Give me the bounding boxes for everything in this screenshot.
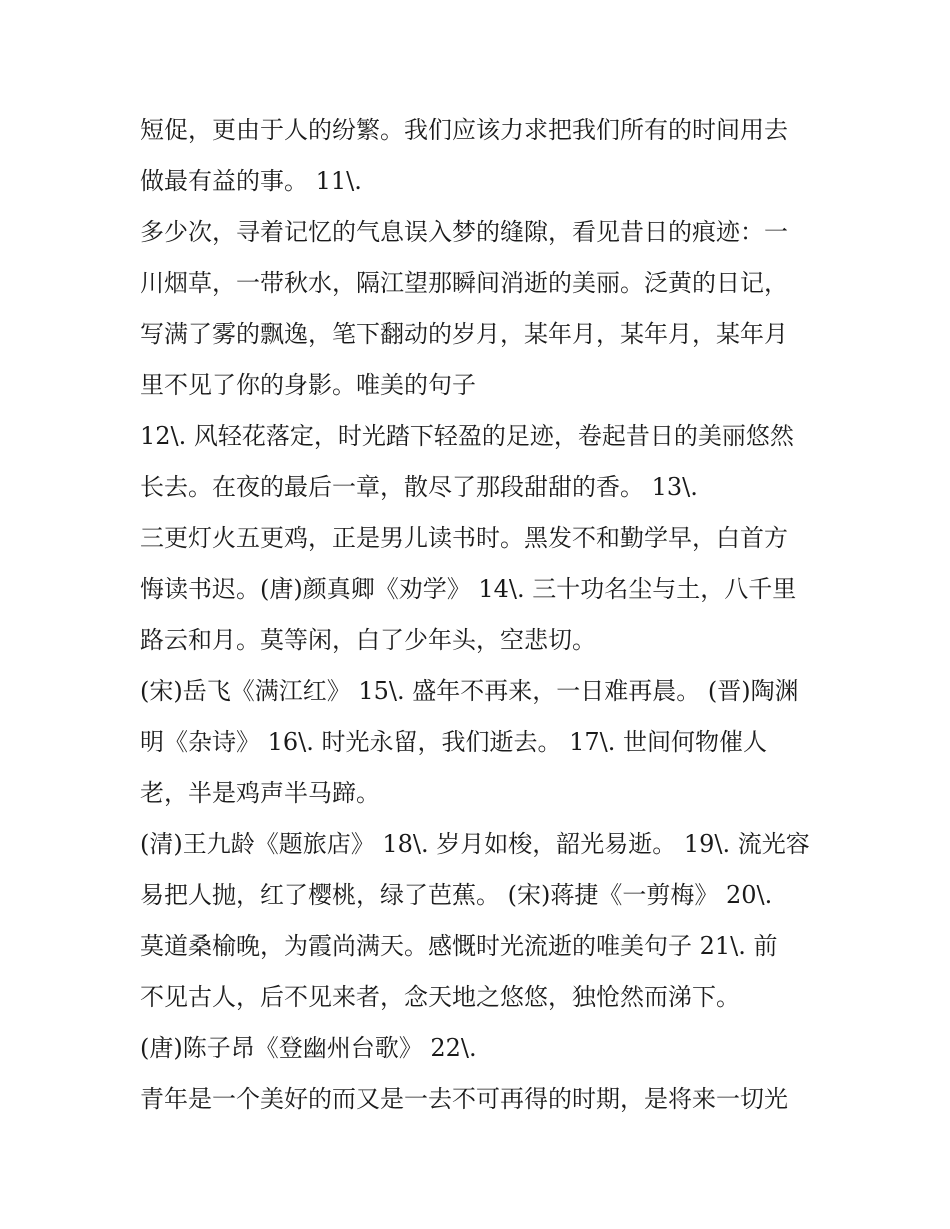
text-line: 不见古人，后不见来者，念天地之悠悠，独怆然而涕下。 (140, 983, 740, 1011)
text-line: 长去。在夜的最后一章，散尽了那段甜甜的香。 13\. (140, 473, 698, 501)
text-line: 三更灯火五更鸡，正是男儿读书时。黑发不和勤学早，白首方 (140, 524, 788, 552)
text-line: 莫道桑榆晚，为霞尚满天。感慨时光流逝的唯美句子 21\. 前 (140, 932, 778, 960)
text-line: 做最有益的事。 11\. (140, 167, 362, 195)
document-body (140, 105, 830, 1125)
text-line: (唐)陈子昂《登幽州台歌》 22\. (140, 1034, 477, 1062)
text-line: 青年是一个美好的而又是一去不可再得的时期，是将来一切光 (140, 1085, 788, 1113)
text-line: 写满了雾的飘逸，笔下翻动的岁月，某年月，某年月，某年月 (140, 320, 788, 348)
text-line: 老，半是鸡声半马蹄。 (140, 779, 380, 807)
text-line: 川烟草，一带秋水，隔江望那瞬间消逝的美丽。泛黄的日记， (140, 269, 788, 297)
text-line: 短促，更由于人的纷繁。我们应该力求把我们所有的时间用去 (140, 116, 788, 144)
text-line: 路云和月。莫等闲，白了少年头，空悲切。 (140, 626, 596, 654)
text-line: 里不见了你的身影。唯美的句子 (140, 371, 476, 399)
text-line: (宋)岳飞《满江红》 15\. 盛年不再来，一日难再晨。 (晋)陶渊 (140, 677, 799, 705)
text-line: 易把人抛，红了樱桃，绿了芭蕉。 (宋)蒋捷《一剪梅》 20\. (140, 881, 773, 909)
text-line: 明《杂诗》 16\. 时光永留，我们逝去。 17\. 世间何物催人 (140, 728, 768, 756)
text-line: 多少次，寻着记忆的气息误入梦的缝隙，看见昔日的痕迹：一 (140, 218, 788, 246)
text-line: 12\. 风轻花落定，时光踏下轻盈的足迹，卷起昔日的美丽悠然 (140, 422, 794, 450)
text-line: (清)王九龄《题旅店》 18\. 岁月如梭，韶光易逝。 19\. 流光容 (140, 830, 810, 858)
text-line: 悔读书迟。(唐)颜真卿《劝学》 14\. 三十功名尘与土，八千里 (140, 575, 797, 603)
